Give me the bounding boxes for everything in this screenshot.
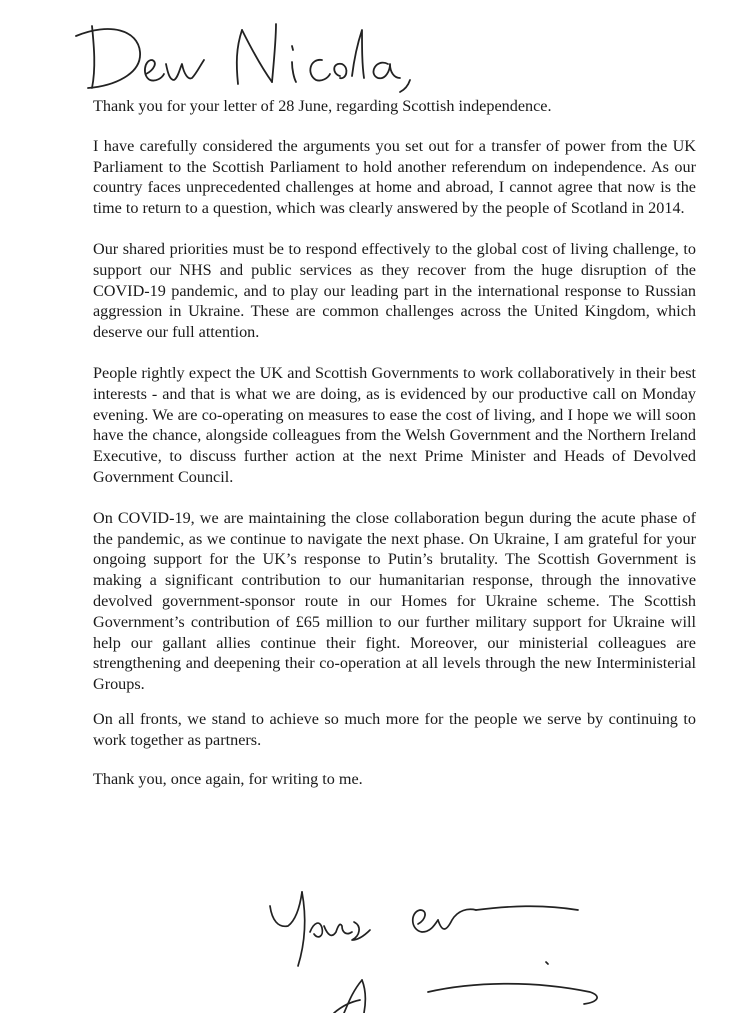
letter-paragraph-collaboration: People rightly expect the UK and Scottish Governments to work collaboratively in their best interests - and that is what we are doing, as is evidenced by our productive call on Monday evening. We are co-operating on measures to ease the cost of living, and I hope we will soon have the chance, alongside colleagues from the Welsh Government and the Northern Ireland Executive, to discuss further action at the next Prime Minister and Heads of Devolved Government Council. — [93, 363, 696, 486]
letter-paragraph-thanks: Thank you for your letter of 28 June, regarding Scottish independence. — [93, 97, 552, 115]
letter-paragraph-covid-ukraine: On COVID-19, we are maintaining the close collaboration begun during the acute phase of the pandemic, as we continue to navigate the next phase. On Ukraine, I am grateful for your ongoing support for the UK’s response to Putin’s brutality. The Scottish Government is making a significant contribution to our humanitarian response, through the innovative devolved government-sponsor route in our Homes for Ukraine scheme. The Scottish Government’s contribution of £65 million to our further military support for Ukraine will help our gallant allies continue their fight. Moreover, our ministerial colleagues are strengthening and deepening their co-operation at all levels through the new Interministerial Groups. — [93, 508, 696, 694]
letter-body — [93, 96, 696, 789]
letter-paragraph-priorities: Our shared priorities must be to respond effectively to the global cost of living challenge, to support our NHS and public services as they recover from the huge disruption of the COVID-19 pandemic, and to play our leading part in the international response to Russian aggression in Ukraine. These are common challenges across the United Kingdom, which deserve our full attention. — [93, 239, 696, 342]
salutation-handwriting — [70, 8, 420, 96]
letter-paragraph-referendum: I have carefully considered the arguments you set out for a transfer of power from the UK Parliament to the Scottish Parliament to hold another referendum on independence. As our country faces unprecedented challenges at home and abroad, I cannot agree that now is the time to return to a question, which was clearly answered by the people of Scotland in 2014. — [93, 136, 696, 218]
signature-handwriting — [322, 970, 612, 1013]
letter-paragraph-partners: On all fronts, we stand to achieve so much more for the people we serve by continuing to work together as partners. — [93, 709, 696, 749]
letter-paragraph-closing: Thank you, once again, for writing to me. — [93, 769, 363, 788]
signoff-handwriting — [262, 880, 592, 970]
